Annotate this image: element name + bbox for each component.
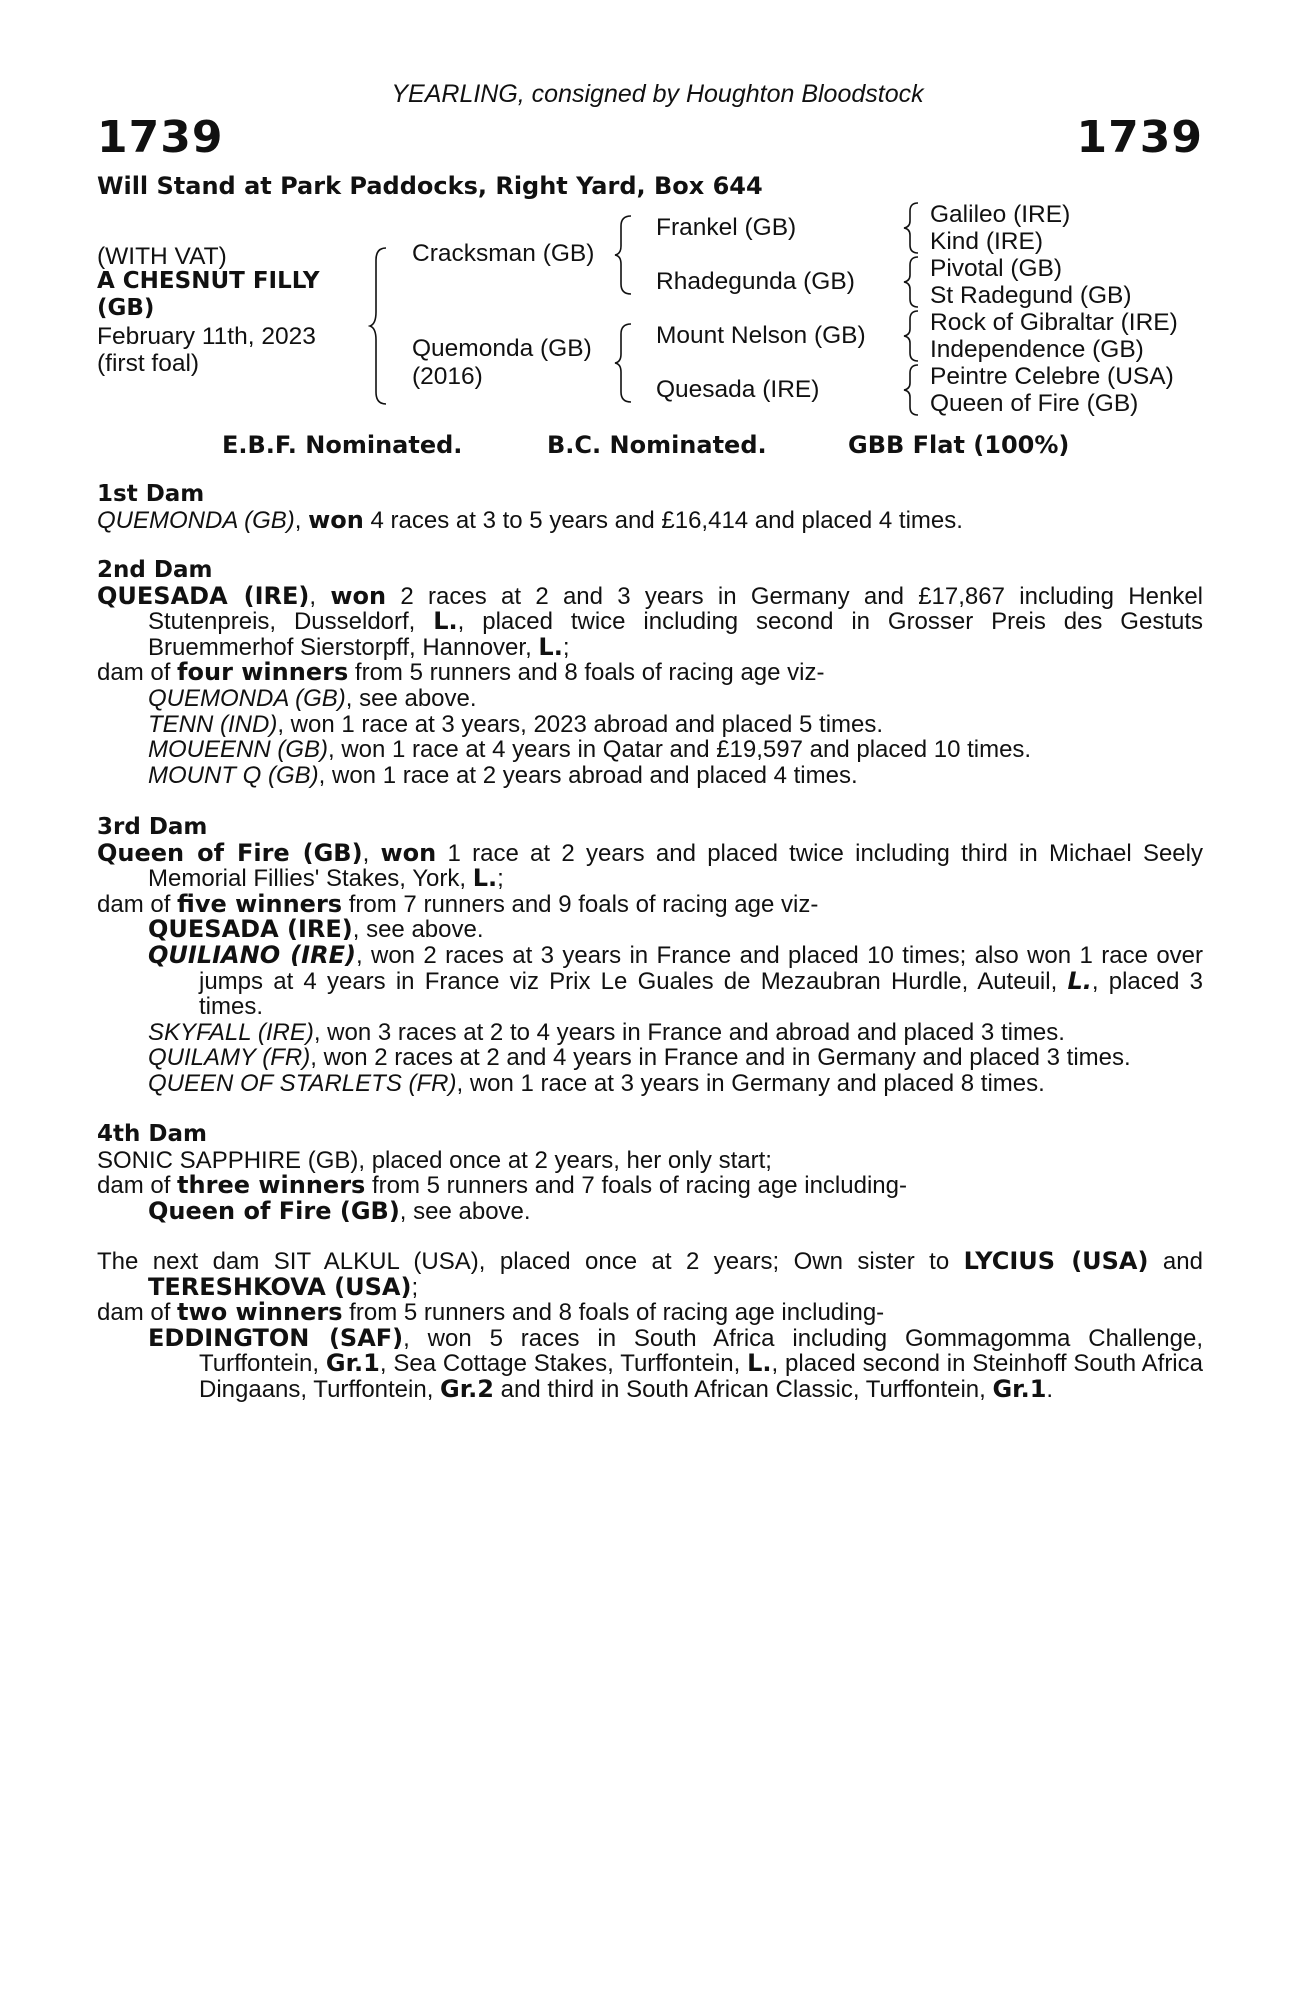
dd-dam: Queen of Fire (GB) <box>930 390 1139 417</box>
produce-line <box>97 763 1203 789</box>
foal-text: , Sea Cottage Stakes, Turffontein, <box>379 1350 748 1378</box>
produce-line <box>97 1196 1203 1225</box>
pedigree-brace-dd <box>902 363 922 417</box>
third-dam-text: 1 race at 2 years and placed twice including third in Michael Seely Memorial Fillies' Stakes, York, <box>148 839 1203 893</box>
sire-dam: Rhadegunda (GB) <box>656 268 855 295</box>
foal-text: , won 1 race at 2 years abroad and placed 4 times. <box>318 761 858 789</box>
winners-count: five winners <box>177 889 343 918</box>
foal-text: , placed second in Steinhoff South Africa Dingaans, Turffontein, <box>199 1350 1203 1403</box>
third-dam-produce-summary <box>97 889 1203 918</box>
second-dam-text: , placed twice including second in Grosser Preis des Gestuts Bruemmerhof Sierstorpff, Hannover, <box>148 608 1204 661</box>
third-dam-heading: 3rd Dam <box>97 814 208 840</box>
produce-line <box>97 737 1203 763</box>
foal-text: and third in South African Classic, Turffontein, <box>493 1375 993 1403</box>
pedigree-brace-ds <box>902 309 922 363</box>
sd-dam: St Radegund (GB) <box>930 282 1132 309</box>
winners-count: four winners <box>177 658 349 687</box>
ss-sire: Galileo (IRE) <box>930 201 1071 228</box>
lot-number-right: 1739 <box>1076 112 1203 163</box>
second-dam-record: QUESADA (IRE), won 2 races at 2 and 3 years in Germany and £17,867 including Henkel Stutenpreis, Dusseldorf, L., placed twice including second in Grosser Preis des Gestuts Bruemmerhof Sierstorpff, Hannover, L.; <box>97 581 1204 661</box>
foal-name: EDDINGTON (SAF) <box>148 1323 404 1352</box>
foal-name: QUILAMY (FR) <box>148 1044 311 1072</box>
pedigree-brace-ss <box>902 201 922 255</box>
foal-text: , won 2 races at 2 and 4 years in France and in Germany and placed 3 times. <box>310 1044 1131 1072</box>
winners-count: two winners <box>177 1298 343 1327</box>
pedigree-brace-dam <box>613 322 637 404</box>
dd-sire: Peintre Celebre (USA) <box>930 363 1174 390</box>
next-dam-section <box>97 1249 1203 1403</box>
third-dam-record: Queen of Fire (GB), won 1 race at 2 years and placed twice including third in Michael Seely Memorial Fillies' Stakes, York, L.; <box>97 838 1203 893</box>
dam-year: (2016) <box>412 363 483 390</box>
produce-line <box>97 1071 1203 1097</box>
foal-text: , placed 3 times. <box>199 967 1204 1021</box>
third-dam-text: ; <box>497 865 504 893</box>
foal-text: , see above. <box>399 1197 531 1225</box>
sd-sire: Pivotal (GB) <box>930 255 1063 282</box>
foal-name: Queen of Fire (GB) <box>148 1196 400 1225</box>
second-dam-produce-summary <box>97 660 1203 686</box>
next-dam-text: and <box>1148 1248 1203 1275</box>
foal-name: QUEEN OF STARLETS (FR) <box>148 1069 457 1097</box>
foal-text: , see above. <box>345 684 477 712</box>
produce-line <box>97 686 1203 712</box>
sire: Cracksman (GB) <box>412 240 595 267</box>
fourth-dam-produce-summary <box>97 1173 1203 1199</box>
ds-sire: Rock of Gibraltar (IRE) <box>930 309 1178 336</box>
produce-line <box>97 940 1204 1021</box>
foal-text: , won 5 races in South Africa including Gommagomma Challenge, Turffontein, <box>199 1324 1203 1378</box>
produce-text: from 5 runners and 7 foals of racing age including- <box>365 1172 907 1200</box>
won-label: won <box>380 838 437 867</box>
first-dam-record: QUEMONDA (GB), won 4 races at 3 to 5 years and £16,414 and placed 4 times. <box>97 505 963 534</box>
group-label: Gr.1 <box>992 1374 1047 1403</box>
subject-country: (GB) <box>97 295 155 321</box>
dam-dam: Quesada (IRE) <box>656 376 820 403</box>
produce-line <box>97 917 1203 943</box>
next-dam-record <box>97 1249 1203 1300</box>
third-dam-name: Queen of Fire (GB) <box>97 838 363 867</box>
next-dam-text: ; <box>411 1273 419 1301</box>
dam-of-label: dam of <box>97 659 178 687</box>
catalogue-header: YEARLING, consigned by Houghton Bloodstock <box>391 80 924 108</box>
group-label: Gr.1 <box>325 1349 380 1378</box>
bc-nomination: B.C. Nominated. <box>547 431 767 459</box>
fourth-dam-record: SONIC SAPPHIRE (GB), placed once at 2 years, her only start; <box>97 1146 772 1174</box>
dam-sire: Mount Nelson (GB) <box>656 322 866 349</box>
third-dam-section <box>97 815 1203 1097</box>
foal-name: QUILIANO (IRE) <box>148 940 356 969</box>
winners-count: three winners <box>177 1171 366 1200</box>
produce-line <box>97 1020 1203 1046</box>
dam: Quemonda (GB) <box>412 335 592 362</box>
produce-line <box>97 712 1203 738</box>
related-horse: TERESHKOVA (USA) <box>148 1272 412 1301</box>
foal-text: , won 3 races at 2 to 4 years in France and abroad and placed 3 times. <box>313 1018 1065 1046</box>
fourth-dam-heading: 4th Dam <box>97 1121 207 1147</box>
listed-label: L. <box>1067 966 1092 995</box>
ss-dam: Kind (IRE) <box>930 228 1044 255</box>
won-label: won <box>330 581 387 610</box>
foal-text: , won 1 race at 3 years, 2023 abroad and placed 5 times. <box>277 710 884 738</box>
first-dam-section <box>97 482 1203 533</box>
won-label: won <box>308 505 364 534</box>
next-dam-text: The next dam SIT ALKUL (USA), placed once at 2 years; Own sister to <box>97 1248 964 1275</box>
foal-text: , won 1 race at 3 years in Germany and placed 8 times. <box>456 1069 1045 1097</box>
listed-label: L. <box>472 864 498 893</box>
group-label: Gr.2 <box>440 1374 494 1403</box>
listed-label: L. <box>433 607 458 636</box>
ebf-nomination: E.B.F. Nominated. <box>222 431 463 459</box>
lot-number-left: 1739 <box>97 112 224 163</box>
foal-name: MOUNT Q (GB) <box>148 761 319 789</box>
foal-text: . <box>1046 1375 1054 1403</box>
first-dam-heading: 1st Dam <box>97 481 205 507</box>
foal-text: , won 1 race at 4 years in Qatar and £19,597 and placed 10 times. <box>328 736 1032 764</box>
foal-text: , see above. <box>352 916 484 944</box>
produce-line <box>97 1323 1203 1403</box>
listed-label: L. <box>747 1349 772 1378</box>
subject-name: A CHESNUT FILLY <box>97 268 320 294</box>
second-dam-text: 2 races at 2 and 3 years in Germany and £17,867 including Henkel Stutenpreis, Dusseldorf, <box>148 582 1203 636</box>
foal-name: SKYFALL (IRE) <box>148 1018 314 1046</box>
pedigree-brace-gen1 <box>368 246 392 406</box>
second-dam-heading: 2nd Dam <box>97 557 213 583</box>
gbb-status: GBB Flat (100%) <box>848 431 1070 459</box>
foal-name: TENN (IND) <box>148 710 278 738</box>
produce-line <box>97 1045 1203 1071</box>
foal-name: QUESADA (IRE) <box>148 915 353 944</box>
next-dam-produce-summary <box>97 1300 1203 1326</box>
pedigree-brace-sd <box>902 255 922 309</box>
foal-text: , won 2 races at 3 years in France and placed 10 times; also won 1 race over jumps at 4 years in France viz Prix Le Guales de Mezaubran Hurdle, Auteuil, <box>199 941 1204 995</box>
dam-of-label: dam of <box>97 1299 178 1327</box>
produce-text: from 5 runners and 8 foals of racing age including- <box>342 1299 885 1327</box>
second-dam-text: ; <box>562 633 570 661</box>
fourth-dam-section <box>97 1122 1203 1224</box>
listed-label: L. <box>538 632 563 661</box>
first-dam-name: QUEMONDA (GB) <box>97 506 295 534</box>
foal-note: (first foal) <box>97 350 200 377</box>
dam-of-label: dam of <box>97 1172 178 1200</box>
second-dam-section <box>97 558 1203 788</box>
foal-name: MOUEENN (GB) <box>148 736 328 764</box>
pedigree-brace-sire <box>613 214 637 296</box>
produce-text: from 7 runners and 9 foals of racing age viz- <box>342 890 819 918</box>
ds-dam: Independence (GB) <box>930 336 1144 363</box>
related-horse: LYCIUS (USA) <box>963 1247 1149 1275</box>
vat-status: (WITH VAT) <box>97 243 227 270</box>
date-of-birth: February 11th, 2023 <box>97 323 316 350</box>
first-dam-text: 4 races at 3 to 5 years and £16,414 and placed 4 times. <box>363 506 963 534</box>
stand-location: Will Stand at Park Paddocks, Right Yard, Box 644 <box>97 172 763 200</box>
dam-of-label: dam of <box>97 890 178 918</box>
sire-sire: Frankel (GB) <box>656 214 797 241</box>
foal-name: QUEMONDA (GB) <box>148 684 346 712</box>
second-dam-name: QUESADA (IRE) <box>97 581 310 610</box>
produce-text: from 5 runners and 8 foals of racing age viz- <box>348 659 825 687</box>
